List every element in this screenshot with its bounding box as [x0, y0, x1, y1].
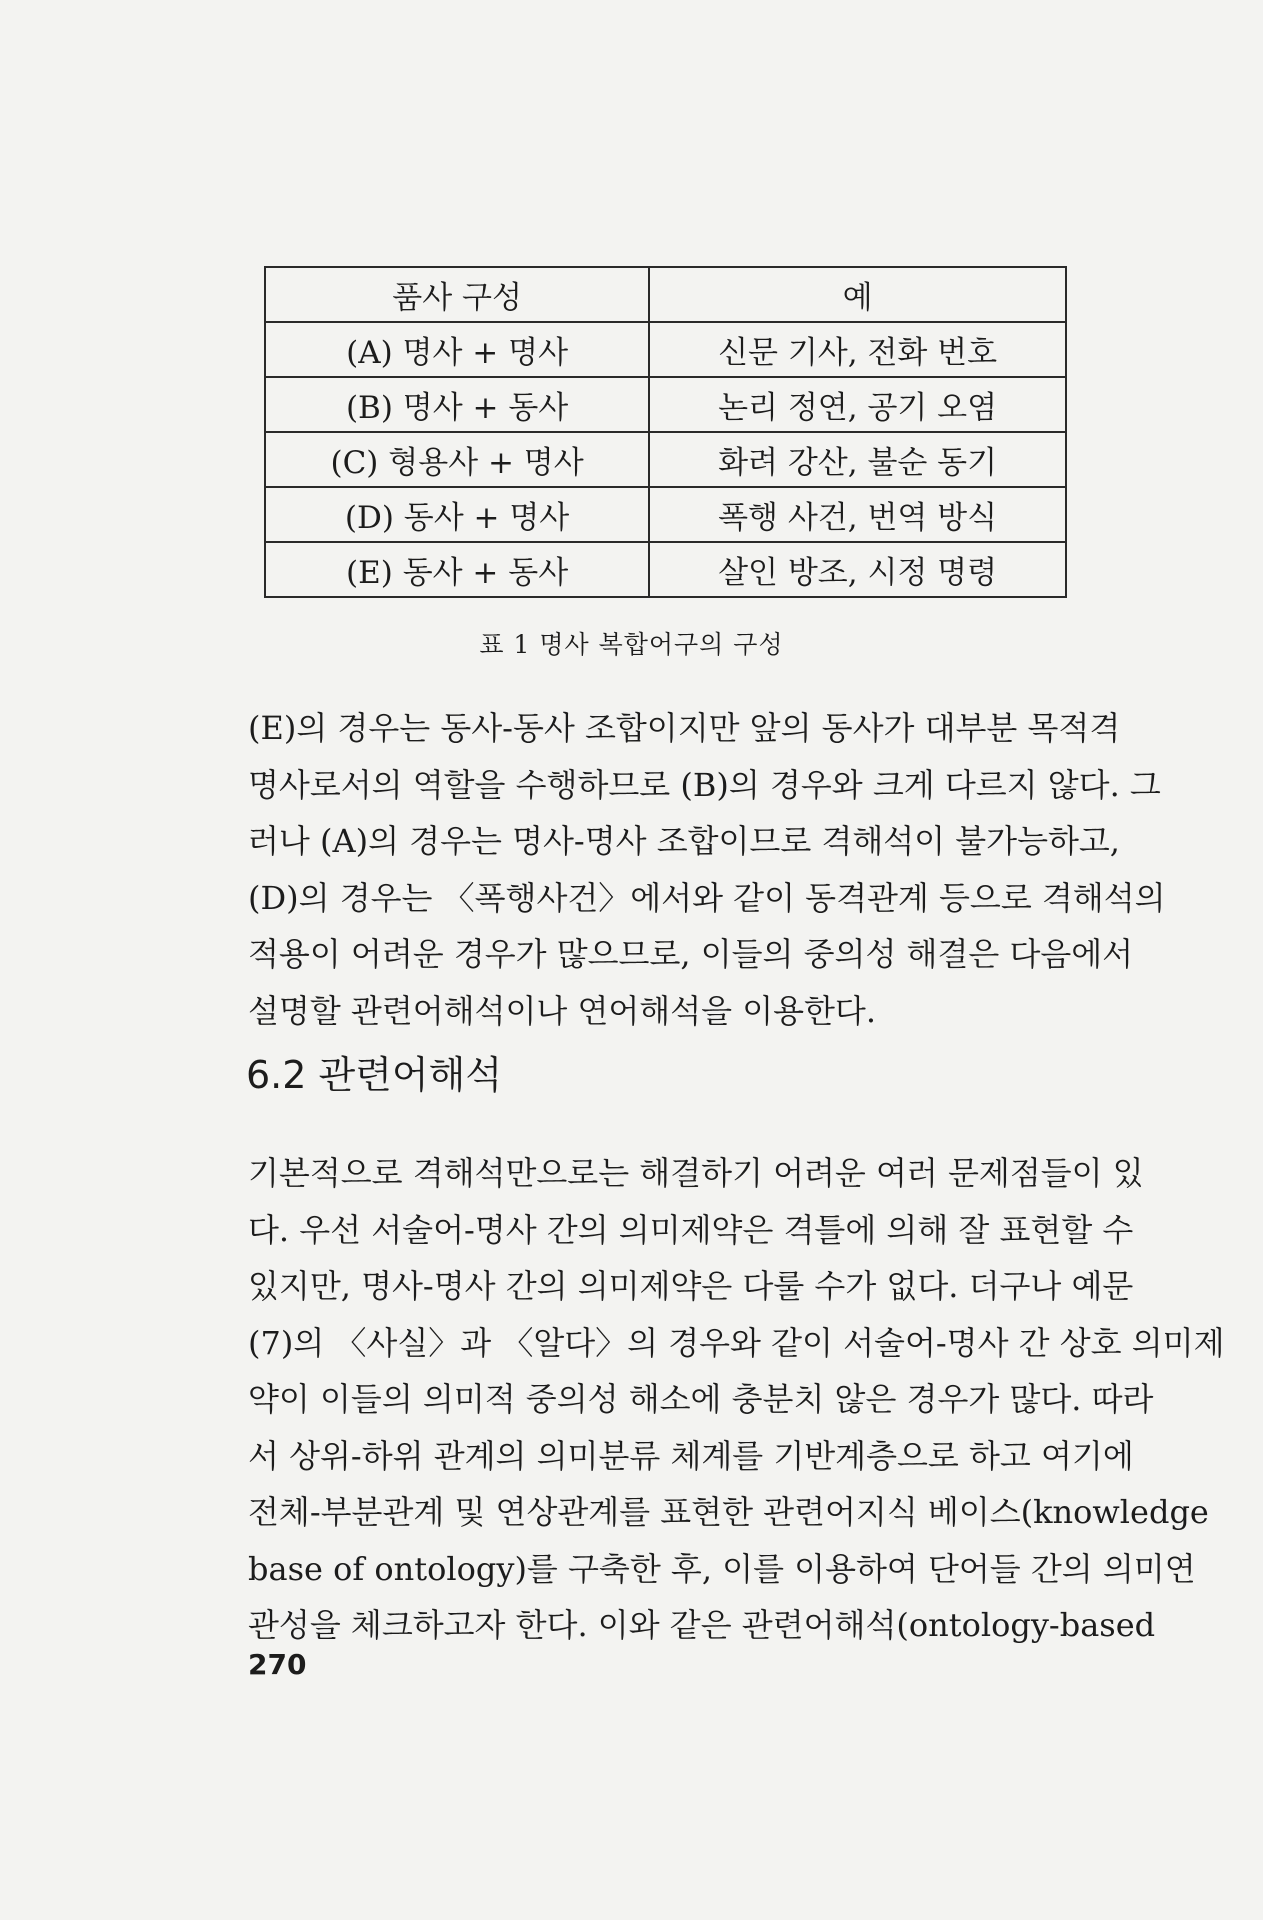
- table-cell-example: 화려 강산, 불순 동기: [649, 432, 1066, 487]
- table-cell-example: 논리 정연, 공기 오염: [649, 377, 1066, 432]
- table-cell-composition: (E) 동사 + 동사: [265, 542, 649, 597]
- section-heading: 6.2 관련어해석: [246, 1053, 503, 1097]
- table-row: [265, 377, 1066, 432]
- text-line: 기본적으로 격해석만으로는 해결하기 어려운 여러 문제점들이 있: [248, 1154, 1144, 1192]
- text-line: (E)의 경우는 동사-동사 조합이지만 앞의 동사가 대부분 목적격: [248, 709, 1121, 747]
- text-line: base of ontology)를 구축한 후, 이를 이용하여 단어들 간의 의미연: [248, 1549, 1196, 1588]
- table-cell-example: 폭행 사건, 번역 방식: [649, 487, 1066, 542]
- header-example: 예: [649, 267, 1066, 322]
- table-row: [265, 322, 1066, 377]
- text-line: 관성을 체크하고자 한다. 이와 같은 관련어해석(ontology-based: [248, 1606, 1156, 1644]
- text-line: 명사로서의 역할을 수행하므로 (B)의 경우와 크게 다르지 않다. 그: [248, 765, 1161, 804]
- table-caption: 표 1 명사 복합어구의 구성: [479, 630, 784, 659]
- table-cell-composition: (B) 명사 + 동사: [265, 377, 649, 432]
- table-row: [265, 432, 1066, 487]
- noun-compound-table: [264, 266, 1067, 598]
- table-cell-composition: (A) 명사 + 명사: [265, 322, 649, 377]
- paragraph-ontology: [248, 1145, 1225, 1654]
- text-line: (D)의 경우는 〈폭행사건〉에서와 같이 동격관계 등으로 격해석의: [248, 878, 1166, 917]
- header-pos-composition: 품사 구성: [265, 267, 649, 322]
- table-cell-composition: (C) 형용사 + 명사: [265, 432, 649, 487]
- table-cell-example: 살인 방조, 시정 명령: [649, 542, 1066, 597]
- text-line: 설명할 관련어해석이나 연어해석을 이용한다.: [248, 991, 877, 1030]
- table-cell-example: 신문 기사, 전화 번호: [649, 322, 1066, 377]
- table-row: [265, 487, 1066, 542]
- table-row: [265, 542, 1066, 597]
- table-cell-composition: (D) 동사 + 명사: [265, 487, 649, 542]
- text-line: 있지만, 명사-명사 간의 의미제약은 다룰 수가 없다. 더구나 예문: [248, 1267, 1134, 1305]
- text-line: 서 상위-하위 관계의 의미분류 체계를 기반계층으로 하고 여기에: [248, 1436, 1134, 1475]
- text-line: 약이 이들의 의미적 중의성 해소에 충분치 않은 경우가 많다. 따라: [248, 1380, 1154, 1418]
- text-line: 러나 (A)의 경우는 명사-명사 조합이므로 격해석이 불가능하고,: [248, 822, 1120, 860]
- text-line: 적용이 어려운 경우가 많으므로, 이들의 중의성 해결은 다음에서: [248, 935, 1134, 973]
- paragraph-case-analysis: [248, 700, 1166, 1039]
- text-line: (7)의 〈사실〉과 〈알다〉의 경우와 같이 서술어-명사 간 상호 의미제: [248, 1323, 1225, 1362]
- page-number: 270: [248, 1648, 307, 1681]
- table-header-row: [265, 267, 1066, 322]
- text-line: 다. 우선 서술어-명사 간의 의미제약은 격틀에 의해 잘 표현할 수: [248, 1210, 1134, 1249]
- text-line: 전체-부분관계 및 연상관계를 표현한 관련어지식 베이스(knowledge: [248, 1493, 1209, 1531]
